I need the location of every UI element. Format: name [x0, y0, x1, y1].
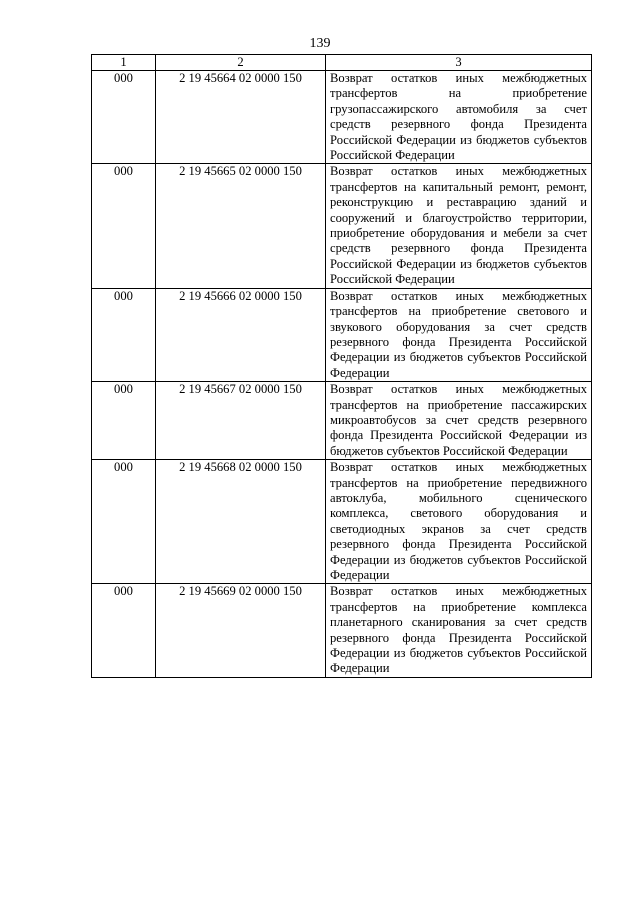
table-row [92, 460, 592, 584]
budget-codes-table [91, 54, 592, 678]
description-cell: Возврат остатков иных межбюджетных трансфертов на приобретение передвижного автоклуба, мобильного сценического комплекса, светового оборудования и светодиодных экранов за счет средств резервного фонда Президента Российской Федерации из бюджетов субъектов Российской Федерации [326, 460, 592, 584]
admin-code-cell: 000 [92, 288, 156, 381]
description-cell: Возврат остатков иных межбюджетных трансфертов на капитальный ремонт, ремонт, реконструкцию и реставрацию зданий и сооружений и благоустройство территории, приобретение оборудования и мебели за счет средств резервного фонда Президента Российской Федерации из бюджетов субъектов Российской Федерации [326, 164, 592, 288]
description-cell: Возврат остатков иных межбюджетных трансфертов на приобретение комплекса планетарного сканирования за счет средств резервного фонда Президента Российской Федерации из бюджетов субъектов Российской Федерации [326, 584, 592, 677]
page-number: 139 [309, 36, 331, 51]
table-header-row [92, 55, 592, 71]
column-header-3: 3 [326, 55, 592, 71]
admin-code-cell: 000 [92, 460, 156, 584]
budget-code-cell: 2 19 45669 02 0000 150 [156, 584, 326, 677]
column-header-2: 2 [156, 55, 326, 71]
admin-code-cell: 000 [92, 164, 156, 288]
admin-code-cell: 000 [92, 584, 156, 677]
column-header-1: 1 [92, 55, 156, 71]
description-cell: Возврат остатков иных межбюджетных трансфертов на приобретение грузопассажирского автомобиля за счет средств резервного фонда Президента Российской Федерации из бюджетов субъектов Российской Федерации [326, 71, 592, 164]
budget-code-cell: 2 19 45664 02 0000 150 [156, 71, 326, 164]
table-row [92, 288, 592, 381]
admin-code-cell: 000 [92, 382, 156, 460]
table-row [92, 584, 592, 677]
description-cell: Возврат остатков иных межбюджетных трансфертов на приобретение пассажирских микроавтобусов за счет средств резервного фонда Президента Российской Федерации из бюджетов субъектов Российской Федерации [326, 382, 592, 460]
budget-code-cell: 2 19 45665 02 0000 150 [156, 164, 326, 288]
table-row [92, 382, 592, 460]
budget-code-cell: 2 19 45666 02 0000 150 [156, 288, 326, 381]
budget-code-cell: 2 19 45668 02 0000 150 [156, 460, 326, 584]
admin-code-cell: 000 [92, 71, 156, 164]
description-cell: Возврат остатков иных межбюджетных трансфертов на приобретение светового и звукового оборудования за счет средств резервного фонда Президента Российской Федерации из бюджетов субъектов Российской Федерации [326, 288, 592, 381]
budget-code-cell: 2 19 45667 02 0000 150 [156, 382, 326, 460]
table-row [92, 164, 592, 288]
table-row [92, 71, 592, 164]
